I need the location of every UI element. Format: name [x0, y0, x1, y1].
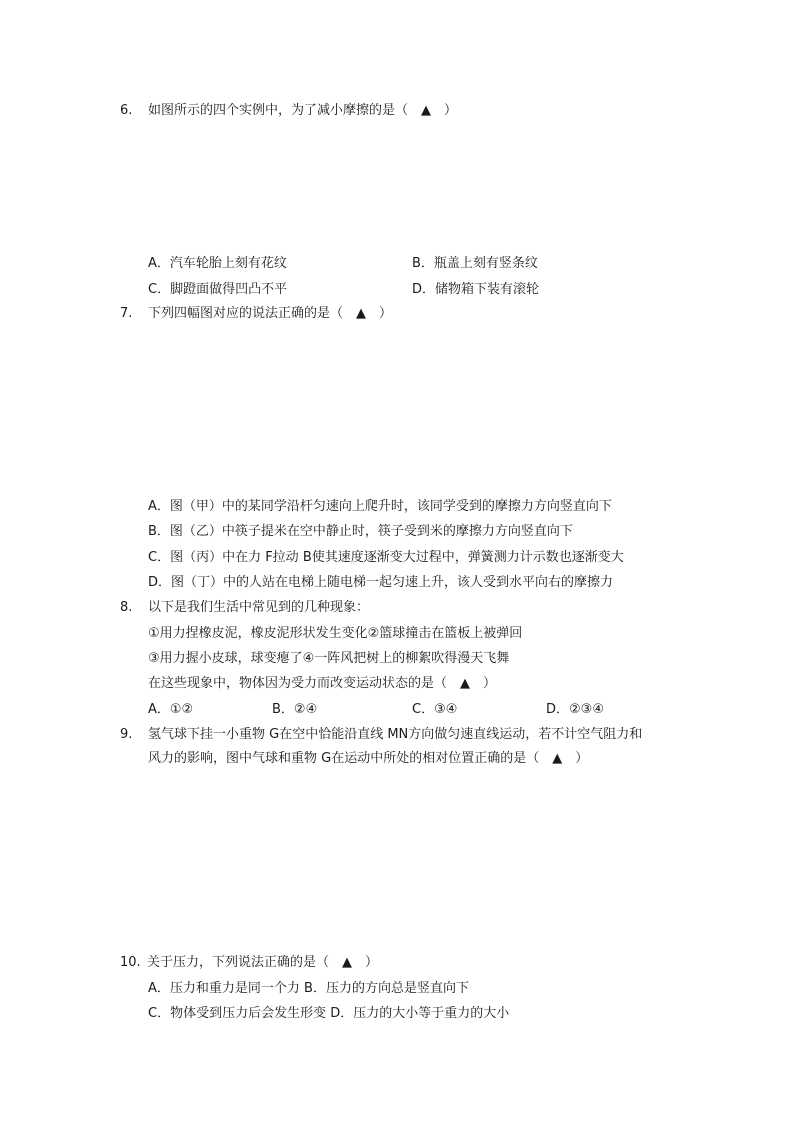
- question-8-text: 以下是我们生活中常见到的几种现象：: [148, 600, 370, 615]
- question-9-stem-line-2: 风力的影响，图中气球和重物 G在运动中所处的相对位置正确的是（ ▲ ）: [148, 751, 589, 766]
- question-8-option-a: A．①②: [148, 702, 194, 717]
- question-10-number: 10.: [120, 955, 141, 970]
- question-6-number: 6.: [120, 103, 133, 118]
- question-6-stem: [120, 102, 457, 120]
- question-8-phenomena-line-1: ①用力捏橡皮泥，橡皮泥形状发生变化②篮球撞击在篮板上被弹回: [148, 626, 523, 641]
- question-7-option-b: B．图（乙）中筷子提米在空中静止时，筷子受到米的摩擦力方向竖直向下: [148, 524, 573, 539]
- question-7-figure-area: [145, 330, 675, 490]
- question-6-figure-area: [145, 128, 675, 246]
- question-10-options-line-2: C．物体受到压力后会发生形变 D．压力的大小等于重力的大小: [148, 1006, 510, 1021]
- question-6-option-d: D．储物箱下装有滚轮: [412, 282, 540, 297]
- question-8-number: 8.: [120, 600, 133, 615]
- question-7-option-a: A．图（甲）中的某同学沿杆匀速向上爬升时，该同学受到的摩擦力方向竖直向下: [148, 499, 612, 514]
- question-9-stem-line-1: [120, 726, 642, 744]
- question-8-option-c: C．③④: [412, 702, 458, 717]
- question-6-option-c: C．脚蹬面做得凹凸不平: [148, 282, 288, 297]
- question-8-option-d: D．②③④: [546, 702, 604, 717]
- question-6-text: 如图所示的四个实例中，为了减小摩擦的是（ ▲ ）: [148, 103, 457, 118]
- question-7-stem: [120, 305, 392, 323]
- question-7-number: 7.: [120, 306, 133, 321]
- question-10-options-line-1: A．压力和重力是同一个力 B．压力的方向总是竖直向下: [148, 981, 469, 996]
- question-9-text-1: 氢气球下挂一小重物 G在空中恰能沿直线 MN方向做匀速直线运动，若不计空气阻力和: [148, 727, 643, 742]
- question-8-question: 在这些现象中，物体因为受力而改变运动状态的是（ ▲ ）: [148, 676, 496, 691]
- question-7-option-d: D．图（丁）中的人站在电梯上随电梯一起匀速上升，该人受到水平向右的摩擦力: [148, 575, 614, 590]
- question-6-option-b: B．瓶盖上刻有竖条纹: [412, 256, 538, 271]
- question-6-option-a: A．汽车轮胎上刻有花纹: [148, 256, 287, 271]
- question-8-phenomena-line-2: ③用力握小皮球，球变瘪了④一阵风把树上的柳絮吹得漫天飞舞: [148, 651, 510, 666]
- question-7-option-c: C．图（丙）中在力 F拉动 B使其速度逐渐变大过程中，弹簧测力计示数也逐渐变大: [148, 550, 624, 565]
- question-10-stem: [120, 954, 378, 972]
- question-7-text: 下列四幅图对应的说法正确的是（ ▲ ）: [148, 306, 392, 321]
- question-8-stem: [120, 599, 369, 617]
- question-9-figure-area: [145, 776, 675, 936]
- question-8-option-b: B．②④: [272, 702, 318, 717]
- question-9-number: 9.: [120, 727, 133, 742]
- question-10-text: 关于压力，下列说法正确的是（ ▲ ）: [147, 955, 378, 970]
